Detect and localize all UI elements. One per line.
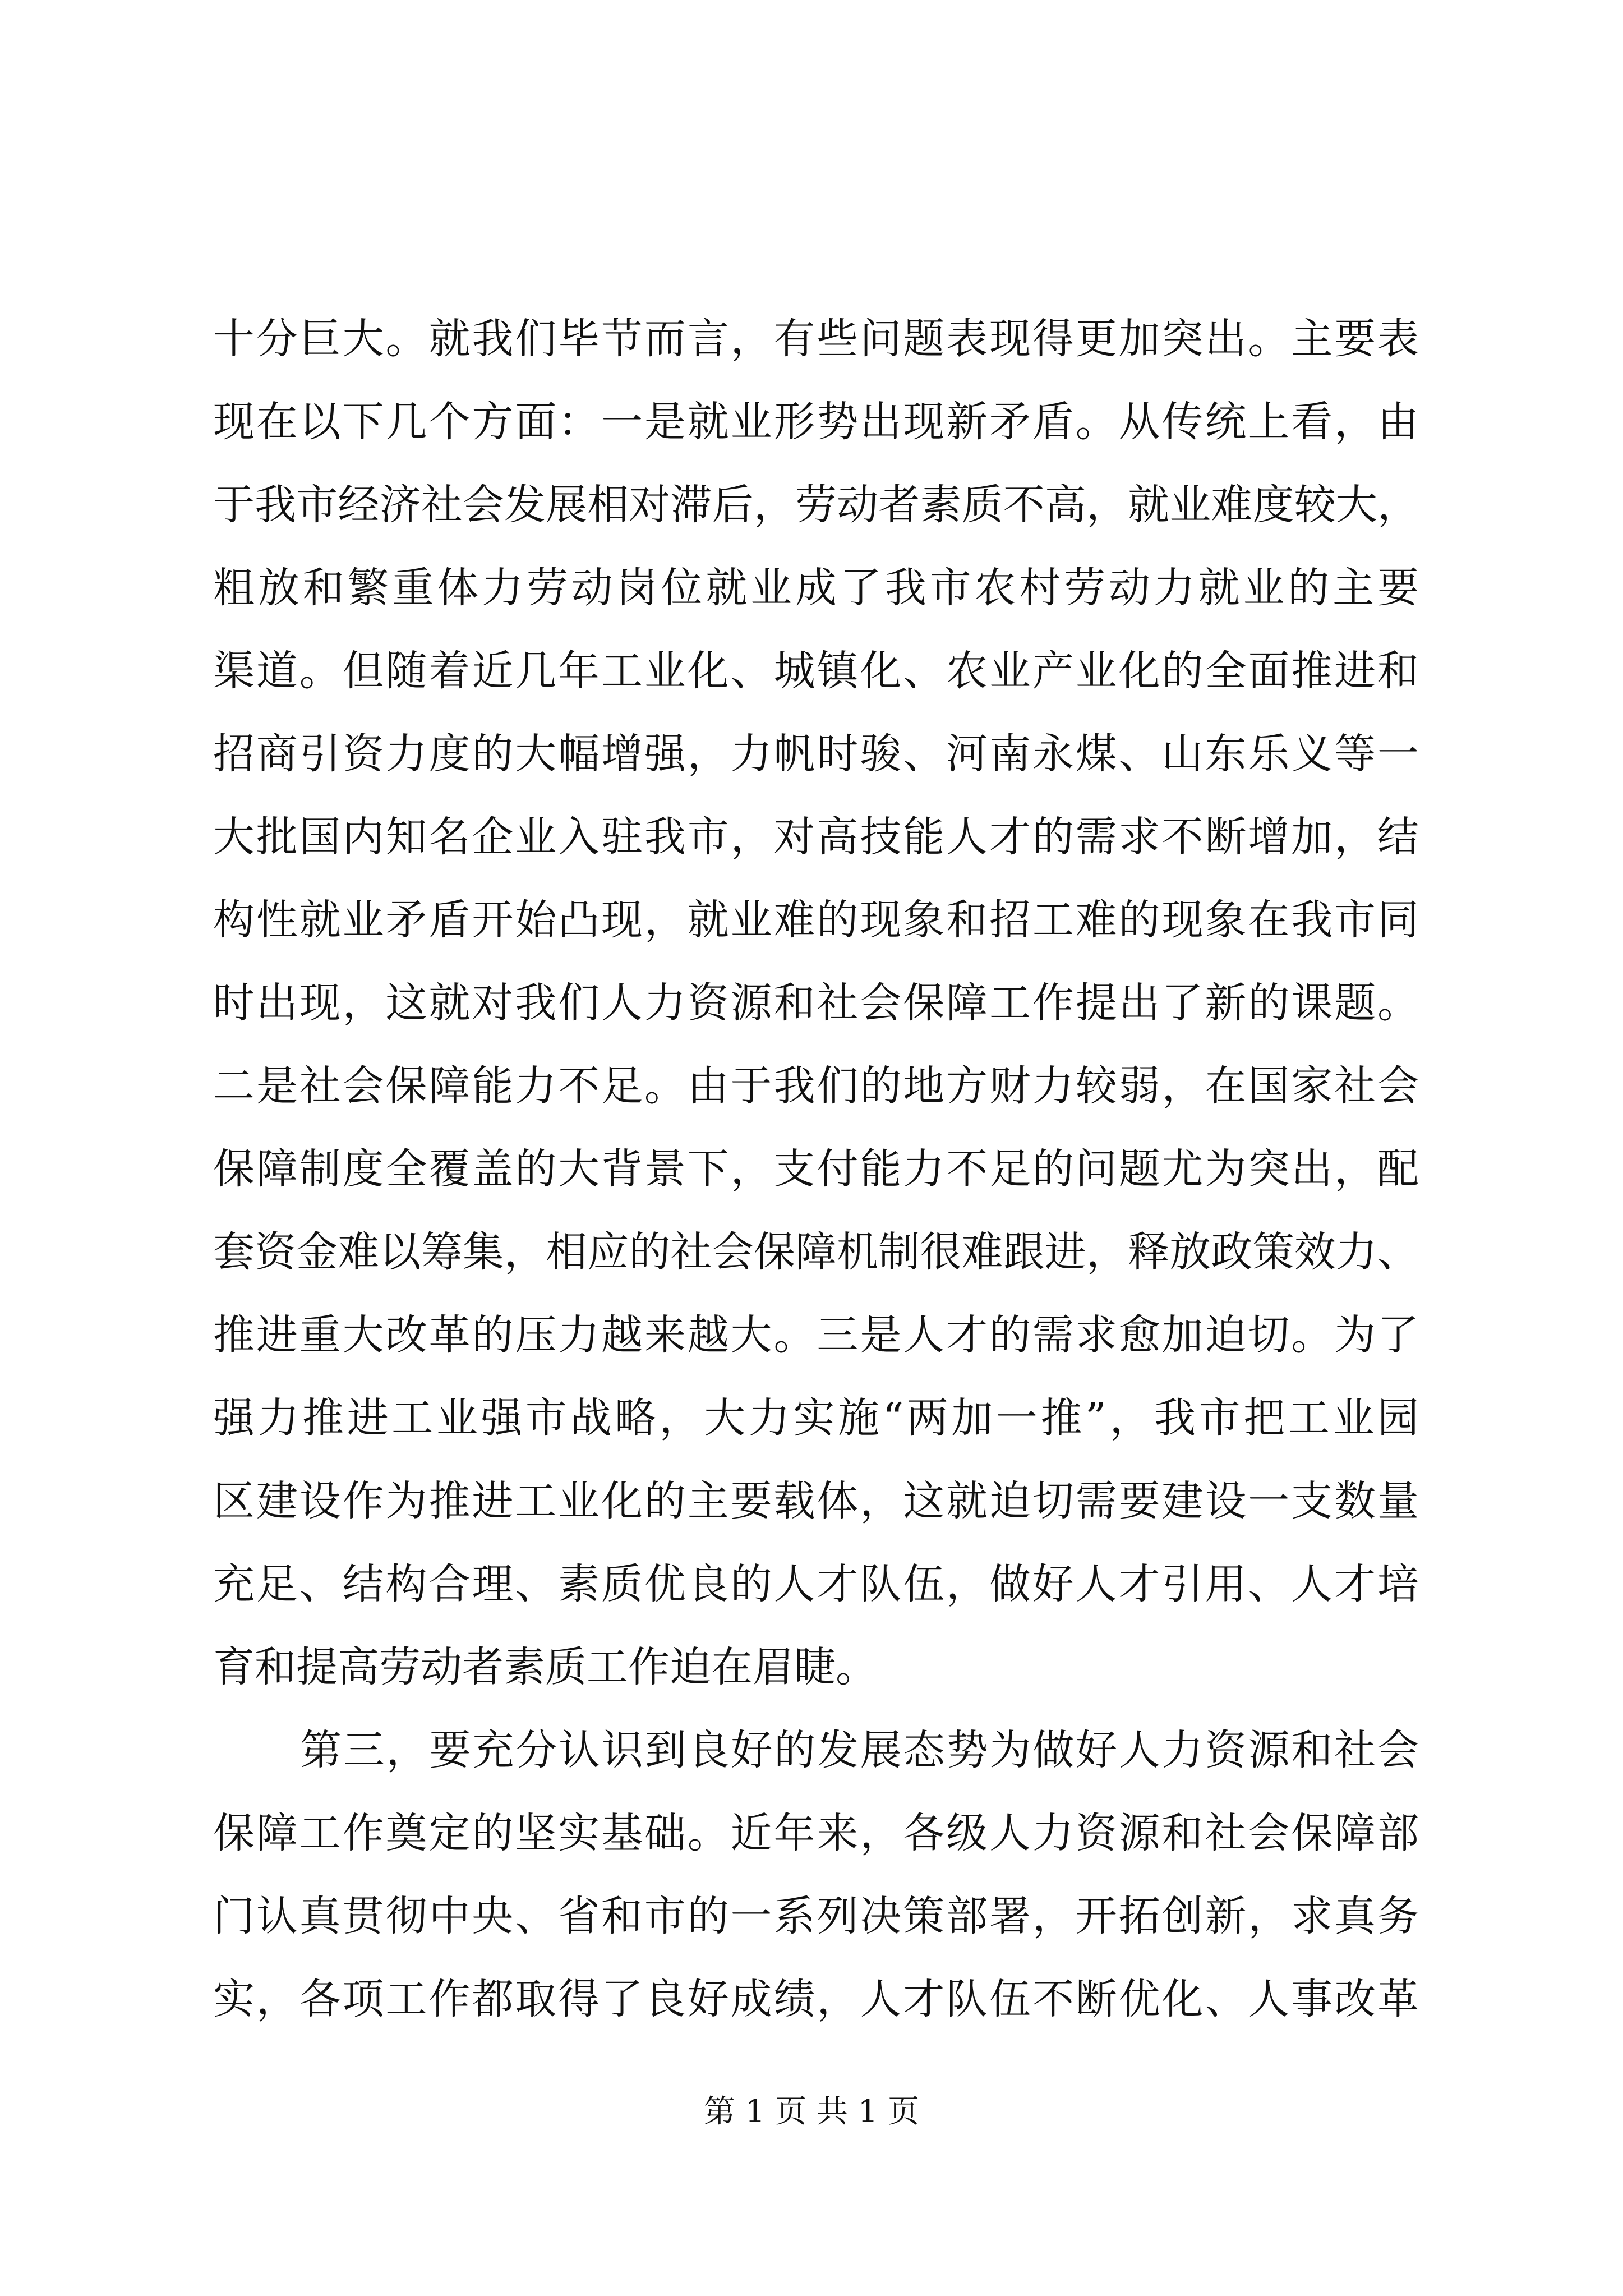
page-number-footer: 第 1 页 共 1 页 (703, 2093, 920, 2130)
text-line: 十分巨大。就我们毕节而言，有些问题表现得更加突出。主要表 (213, 315, 1419, 363)
text-line: 套资金难以筹集，相应的社会保障机制很难跟进，释放政策效力、 (213, 1228, 1419, 1276)
text-line: 区建设作为推进工业化的主要载体，这就迫切需要建设一支数量 (213, 1477, 1419, 1525)
text-line: 于我市经济社会发展相对滞后，劳动者素质不高，就业难度较大， (213, 481, 1419, 529)
text-line: 推进重大改革的压力越来越大。三是人才的需求愈加迫切。为了 (213, 1311, 1419, 1359)
text-line: 保障制度全覆盖的大背景下，支付能力不足的问题尤为突出，配 (213, 1145, 1419, 1193)
text-line: 构性就业矛盾开始凸现，就业难的现象和招工难的现象在我市同 (213, 896, 1419, 944)
text-line: 实，各项工作都取得了良好成绩，人才队伍不断优化、人事改革 (213, 1975, 1419, 2023)
text-line: 充足、结构合理、素质优良的人才队伍，做好人才引用、人才培 (213, 1560, 1419, 1608)
paragraph-first-line: 第三，要充分认识到良好的发展态势为做好人力资源和社会 (300, 1726, 1419, 1774)
text-line: 招商引资力度的大幅增强，力帆时骏、河南永煤、山东乐义等一 (213, 730, 1419, 778)
text-line-paragraph-end: 育和提高劳动者素质工作迫在眉睫。 (213, 1643, 877, 1691)
text-line: 时出现，这就对我们人力资源和社会保障工作提出了新的课题。 (213, 979, 1419, 1027)
document-body (213, 297, 1419, 2041)
text-line: 强力推进工业强市战略，大力实施“两加一推”，我市把工业园 (213, 1394, 1419, 1442)
text-line: 渠道。但随着近几年工业化、城镇化、农业产业化的全面推进和 (213, 647, 1419, 695)
text-line: 保障工作奠定的坚实基础。近年来，各级人力资源和社会保障部 (213, 1809, 1419, 1857)
text-line: 现在以下几个方面：一是就业形势出现新矛盾。从传统上看，由 (213, 398, 1419, 446)
text-line: 二是社会保障能力不足。由于我们的地方财力较弱，在国家社会 (213, 1062, 1419, 1110)
text-line: 粗放和繁重体力劳动岗位就业成了我市农村劳动力就业的主要 (213, 564, 1419, 612)
text-line: 大批国内知名企业入驻我市，对高技能人才的需求不断增加，结 (213, 813, 1419, 861)
text-line: 门认真贯彻中央、省和市的一系列决策部署，开拓创新，求真务 (213, 1892, 1419, 1940)
